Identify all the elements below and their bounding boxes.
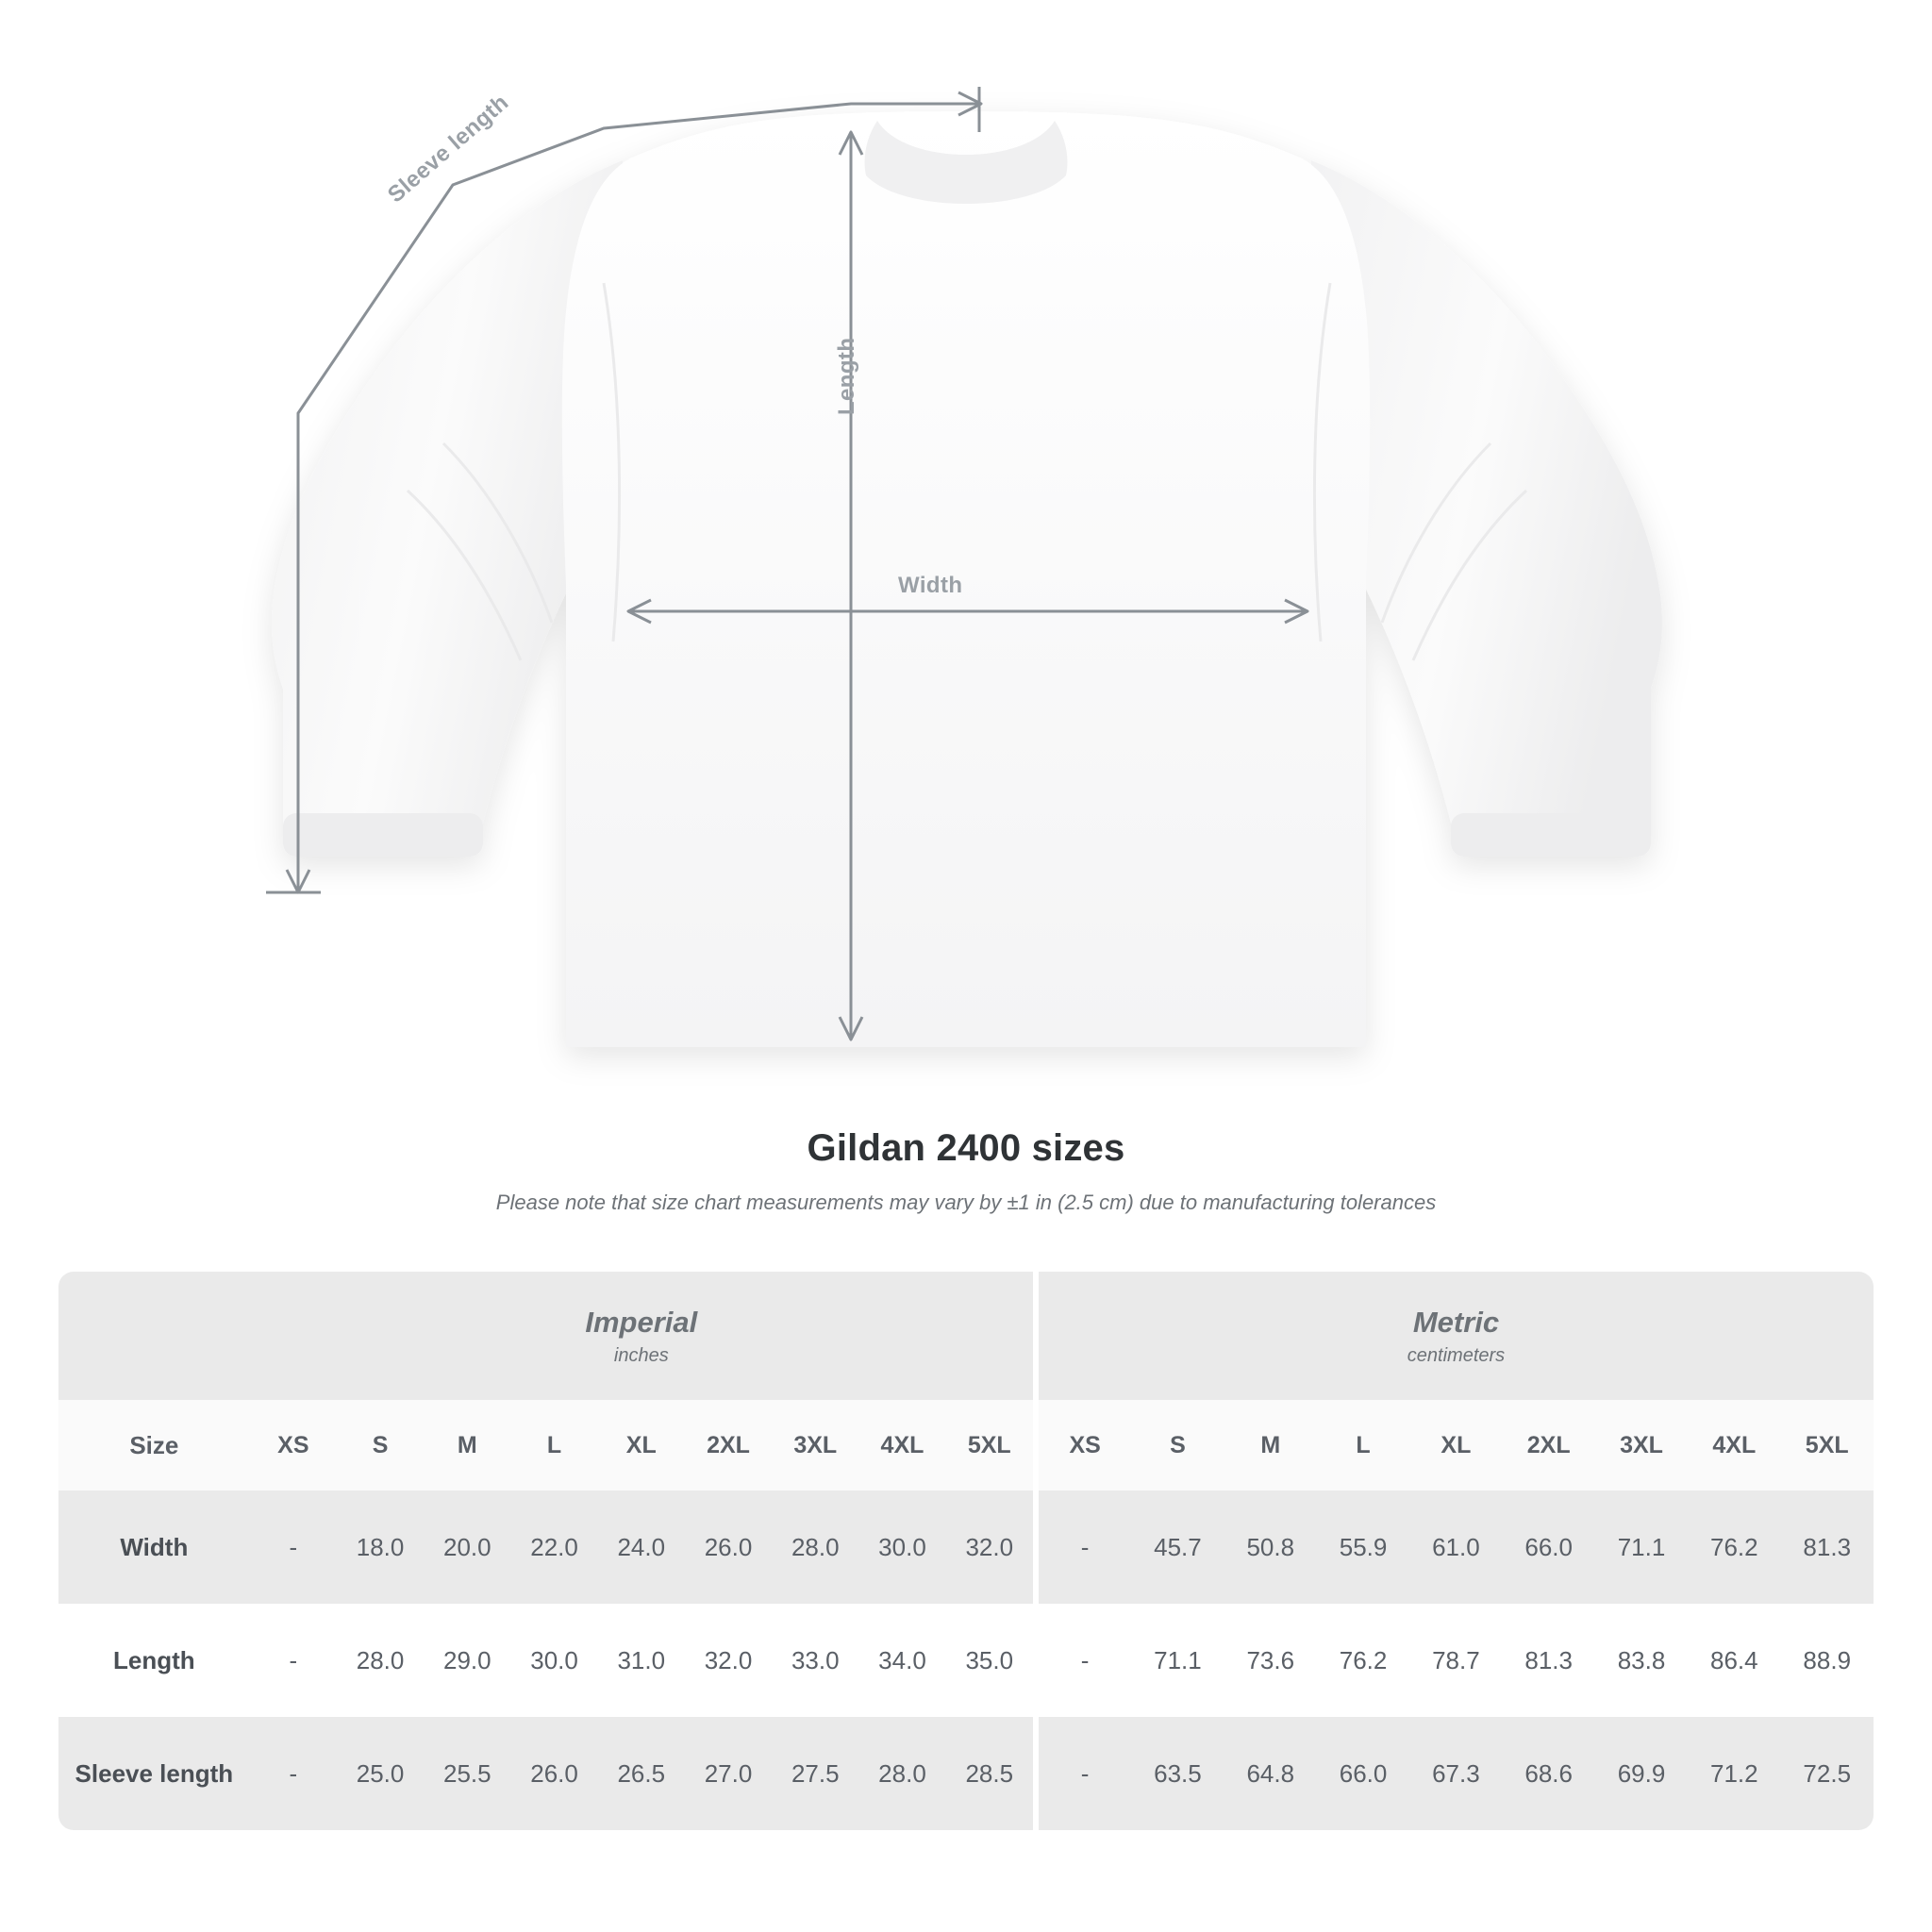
size-header-metric-xl: XL xyxy=(1409,1400,1502,1491)
cell-imperial-length-4xl: 34.0 xyxy=(858,1604,945,1717)
cell-imperial-width-xs: - xyxy=(250,1491,337,1604)
size-header-metric-4xl: 4XL xyxy=(1688,1400,1780,1491)
cell-imperial-sleeve-length-s: 25.0 xyxy=(337,1717,424,1830)
page-title: Gildan 2400 sizes xyxy=(807,1127,1125,1169)
cell-imperial-length-5xl: 35.0 xyxy=(946,1604,1033,1717)
cell-metric-width-xl: 61.0 xyxy=(1409,1491,1502,1604)
table-row xyxy=(58,1717,1874,1830)
shirt-silhouette xyxy=(272,111,1662,1047)
cell-metric-sleeve-length-m: 64.8 xyxy=(1224,1717,1317,1830)
cell-metric-length-5xl: 88.9 xyxy=(1780,1604,1874,1717)
cell-imperial-sleeve-length-xl: 26.5 xyxy=(598,1717,685,1830)
cell-metric-sleeve-length-xs: - xyxy=(1039,1717,1131,1830)
cell-imperial-length-xs: - xyxy=(250,1604,337,1717)
size-header-imperial-2xl: 2XL xyxy=(685,1400,772,1491)
cell-imperial-sleeve-length-xs: - xyxy=(250,1717,337,1830)
cell-imperial-width-3xl: 28.0 xyxy=(772,1491,858,1604)
cell-metric-length-xl: 78.7 xyxy=(1409,1604,1502,1717)
cell-metric-sleeve-length-5xl: 72.5 xyxy=(1780,1717,1874,1830)
cell-metric-width-3xl: 71.1 xyxy=(1595,1491,1688,1604)
cell-metric-sleeve-length-l: 66.0 xyxy=(1317,1717,1409,1830)
cell-metric-length-2xl: 81.3 xyxy=(1503,1604,1595,1717)
cell-imperial-width-2xl: 26.0 xyxy=(685,1491,772,1604)
cell-imperial-width-s: 18.0 xyxy=(337,1491,424,1604)
cell-imperial-length-3xl: 33.0 xyxy=(772,1604,858,1717)
cell-metric-length-m: 73.6 xyxy=(1224,1604,1317,1717)
cell-metric-length-l: 76.2 xyxy=(1317,1604,1409,1717)
size-header-metric-2xl: 2XL xyxy=(1503,1400,1595,1491)
cell-metric-sleeve-length-xl: 67.3 xyxy=(1409,1717,1502,1830)
size-header-metric-5xl: 5XL xyxy=(1780,1400,1874,1491)
size-header-metric-s: S xyxy=(1131,1400,1224,1491)
table-corner-cell xyxy=(58,1272,250,1400)
size-header-imperial-l: L xyxy=(510,1400,597,1491)
size-header-imperial-5xl: 5XL xyxy=(946,1400,1033,1491)
row-label-sleeve-length: Sleeve length xyxy=(58,1717,250,1830)
table-size-header-row xyxy=(58,1400,1874,1491)
cell-metric-sleeve-length-3xl: 69.9 xyxy=(1595,1717,1688,1830)
cell-imperial-sleeve-length-2xl: 27.0 xyxy=(685,1717,772,1830)
cell-metric-width-l: 55.9 xyxy=(1317,1491,1409,1604)
title-block xyxy=(0,1127,1932,1215)
cell-imperial-sleeve-length-l: 26.0 xyxy=(510,1717,597,1830)
row-label-length: Length xyxy=(58,1604,250,1717)
cell-imperial-length-m: 29.0 xyxy=(424,1604,510,1717)
cell-metric-sleeve-length-4xl: 71.2 xyxy=(1688,1717,1780,1830)
size-header-metric-3xl: 3XL xyxy=(1595,1400,1688,1491)
table-row xyxy=(58,1491,1874,1604)
unit-header-imperial-name: Imperial xyxy=(585,1305,698,1339)
cell-imperial-sleeve-length-3xl: 27.5 xyxy=(772,1717,858,1830)
cell-imperial-sleeve-length-m: 25.5 xyxy=(424,1717,510,1830)
cell-metric-width-4xl: 76.2 xyxy=(1688,1491,1780,1604)
unit-header-imperial-sub: inches xyxy=(613,1345,669,1367)
page-subtitle: Please note that size chart measurements may vary by ±1 in (2.5 cm) due to manufacturing tolerances xyxy=(495,1191,1437,1214)
cell-metric-width-s: 45.7 xyxy=(1131,1491,1224,1604)
size-header-imperial-xl: XL xyxy=(598,1400,685,1491)
size-header-imperial-m: M xyxy=(424,1400,510,1491)
cell-metric-length-4xl: 86.4 xyxy=(1688,1604,1780,1717)
cell-imperial-length-xl: 31.0 xyxy=(598,1604,685,1717)
unit-header-metric xyxy=(1039,1272,1874,1400)
unit-header-metric-sub: centimeters xyxy=(1407,1345,1506,1367)
cell-metric-length-xs: - xyxy=(1039,1604,1131,1717)
size-header-metric-l: L xyxy=(1317,1400,1409,1491)
row-label-width: Width xyxy=(58,1491,250,1604)
cell-imperial-width-m: 20.0 xyxy=(424,1491,510,1604)
table-row xyxy=(58,1604,1874,1717)
size-table xyxy=(58,1272,1874,1830)
cell-imperial-length-l: 30.0 xyxy=(510,1604,597,1717)
size-header-imperial-s: S xyxy=(337,1400,424,1491)
cell-metric-width-5xl: 81.3 xyxy=(1780,1491,1874,1604)
cell-metric-length-s: 71.1 xyxy=(1131,1604,1224,1717)
cell-metric-length-3xl: 83.8 xyxy=(1595,1604,1688,1717)
size-label-cell: Size xyxy=(58,1400,250,1491)
length-dimension-label: Length xyxy=(834,337,859,415)
sleeve-length-dimension-label: Sleeve length xyxy=(383,90,514,208)
table-unit-header-row xyxy=(58,1272,1874,1400)
cell-imperial-sleeve-length-4xl: 28.0 xyxy=(858,1717,945,1830)
size-header-imperial-xs: XS xyxy=(250,1400,337,1491)
cell-imperial-length-2xl: 32.0 xyxy=(685,1604,772,1717)
cell-metric-width-2xl: 66.0 xyxy=(1503,1491,1595,1604)
size-header-imperial-3xl: 3XL xyxy=(772,1400,858,1491)
unit-header-metric-name: Metric xyxy=(1412,1305,1500,1339)
cell-imperial-width-5xl: 32.0 xyxy=(946,1491,1033,1604)
cell-metric-width-xs: - xyxy=(1039,1491,1131,1604)
unit-header-imperial xyxy=(250,1272,1033,1400)
size-header-imperial-4xl: 4XL xyxy=(858,1400,945,1491)
cell-metric-width-m: 50.8 xyxy=(1224,1491,1317,1604)
cell-imperial-width-xl: 24.0 xyxy=(598,1491,685,1604)
size-header-metric-xs: XS xyxy=(1039,1400,1131,1491)
cell-imperial-width-4xl: 30.0 xyxy=(858,1491,945,1604)
cell-imperial-sleeve-length-5xl: 28.5 xyxy=(946,1717,1033,1830)
cell-metric-sleeve-length-2xl: 68.6 xyxy=(1503,1717,1595,1830)
size-table-container xyxy=(58,1272,1874,1830)
cell-imperial-width-l: 22.0 xyxy=(510,1491,597,1604)
cell-imperial-length-s: 28.0 xyxy=(337,1604,424,1717)
width-dimension-label: Width xyxy=(898,573,963,598)
cell-metric-sleeve-length-s: 63.5 xyxy=(1131,1717,1224,1830)
size-header-metric-m: M xyxy=(1224,1400,1317,1491)
